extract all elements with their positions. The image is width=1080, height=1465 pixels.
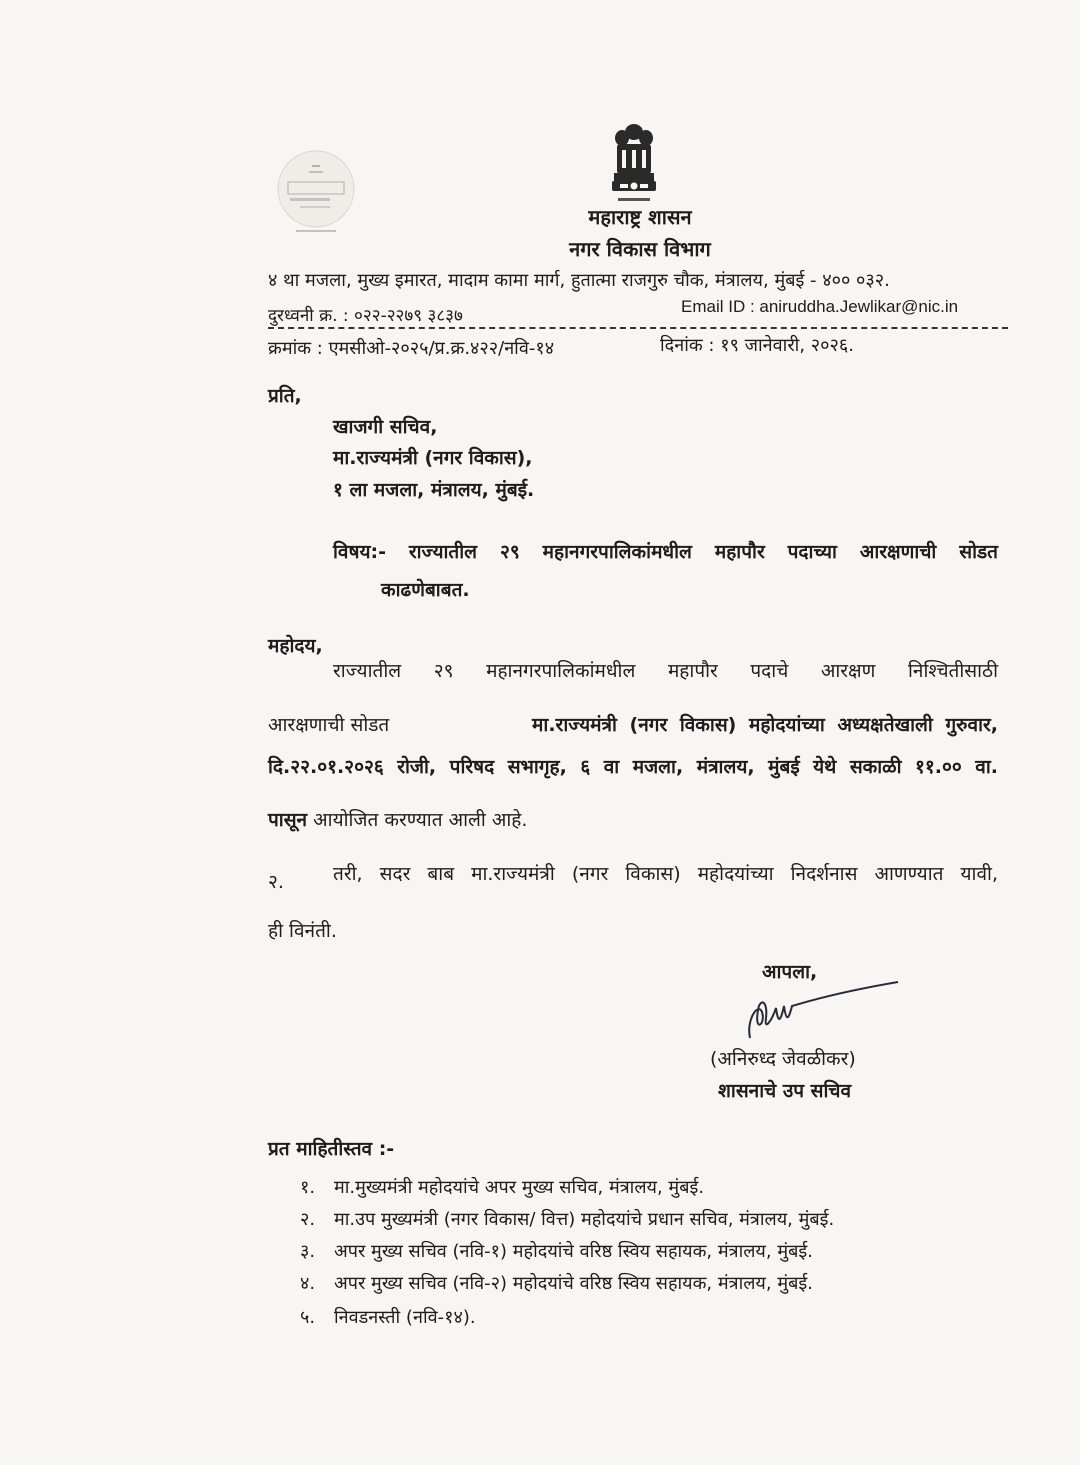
cc-item-text: निवडनस्ती (नवि-१४). [334, 1307, 476, 1328]
cc-item-number: १. [300, 1177, 316, 1198]
govt-name: महाराष्ट्र शासन [588, 205, 692, 229]
reference-number: क्रमांक : एमसीओ-२०२५/प्र.क्र.४२२/नवि-१४ [268, 338, 555, 359]
para1-line-2 [268, 711, 998, 737]
cc-item-number: ३. [300, 1241, 316, 1262]
closing: आपला, [762, 961, 818, 983]
recipient-line-1: खाजगी सचिव, [333, 416, 438, 438]
para2-number: २. [268, 871, 284, 893]
cc-item [300, 1305, 476, 1329]
para1-line-3: दि.२२.०१.२०२६ रोजी, परिषद सभागृह, ६ वा मजला, मंत्रालय, मुंबई येथे सकाळी ११.०० वा. [268, 756, 998, 778]
state-emblem-icon [604, 118, 664, 208]
circular-stamp-icon [276, 144, 356, 239]
subject-line-1: विषय:- राज्यातील २९ महानगरपालिकांमधील महापौर पदाच्या आरक्षणाची सोडत [333, 541, 998, 563]
department-name: नगर विकास विभाग [569, 237, 711, 261]
para1-line-4a: पासून [268, 809, 308, 831]
para2-line-1: तरी, सदर बाब मा.राज्यमंत्री (नगर विकास) महोदयांच्या निदर्शनास आणण्यात यावी, [333, 863, 998, 885]
cc-heading: प्रत माहितीस्तव :- [268, 1138, 395, 1160]
para1-line-4 [268, 806, 527, 832]
header-divider [268, 327, 1008, 329]
cc-item-number: ४. [300, 1273, 316, 1294]
letter-date: दिनांक : १९ जानेवारी, २०२६. [660, 335, 854, 356]
phone-number: दुरध्वनी क्र. : ०२२-२२७९ ३८३७ [268, 306, 463, 326]
recipient-line-3: १ ला मजला, मंत्रालय, मुंबई. [333, 479, 535, 501]
handwritten-signature [728, 980, 908, 1050]
para2-line-2: ही विनंती. [268, 920, 337, 942]
subject-line-2: काढणेबाबत. [381, 579, 470, 601]
cc-item [300, 1175, 704, 1199]
cc-item-text: मा.उप मुख्यमंत्री (नगर विकास/ वित्त) महोदयांचे प्रधान सचिव, मंत्रालय, मुंबई. [334, 1209, 835, 1230]
cc-item-text: अपर मुख्य सचिव (नवि-१) महोदयांचे वरिष्ठ स्विय सहायक, मंत्रालय, मुंबई. [334, 1241, 813, 1262]
cc-item-text: अपर मुख्य सचिव (नवि-२) महोदयांचे वरिष्ठ स्विय सहायक, मंत्रालय, मुंबई. [334, 1273, 813, 1294]
recipient-line-2: मा.राज्यमंत्री (नगर विकास), [333, 447, 533, 469]
email-id: Email ID : aniruddha.Jewlikar@nic.in [681, 297, 959, 316]
para1-line-1: राज्यातील २९ महानगरपालिकांमधील महापौर पदाचे आरक्षण निश्चितीसाठी [333, 660, 998, 682]
cc-item [300, 1239, 813, 1263]
para1-line-4b: आयोजित करण्यात आली आहे. [313, 809, 528, 831]
cc-item-number: २. [300, 1209, 316, 1230]
salutation: महोदय, [268, 635, 323, 657]
para1-line-2a: आरक्षणाची सोडत [268, 714, 390, 736]
cc-item-number: ५. [300, 1307, 316, 1328]
signatory-designation: शासनाचे उप सचिव [718, 1080, 852, 1102]
office-address: ४ था मजला, मुख्य इमारत, मादाम कामा मार्ग, हुतात्मा राजगुरु चौक, मंत्रालय, मुंबई - ४०० ०३२. [268, 270, 890, 291]
cc-item-text: मा.मुख्यमंत्री महोदयांचे अपर मुख्य सचिव, मंत्रालय, मुंबई. [334, 1177, 705, 1198]
cc-item [300, 1271, 813, 1295]
prati-label: प्रति, [268, 385, 302, 407]
para1-line-2b: मा.राज्यमंत्री (नगर विकास) महोदयांच्या अध्यक्षतेखाली गुरुवार, [532, 714, 998, 736]
signatory-name: (अनिरुध्द जेवळीकर) [710, 1048, 856, 1070]
cc-item [300, 1207, 834, 1231]
